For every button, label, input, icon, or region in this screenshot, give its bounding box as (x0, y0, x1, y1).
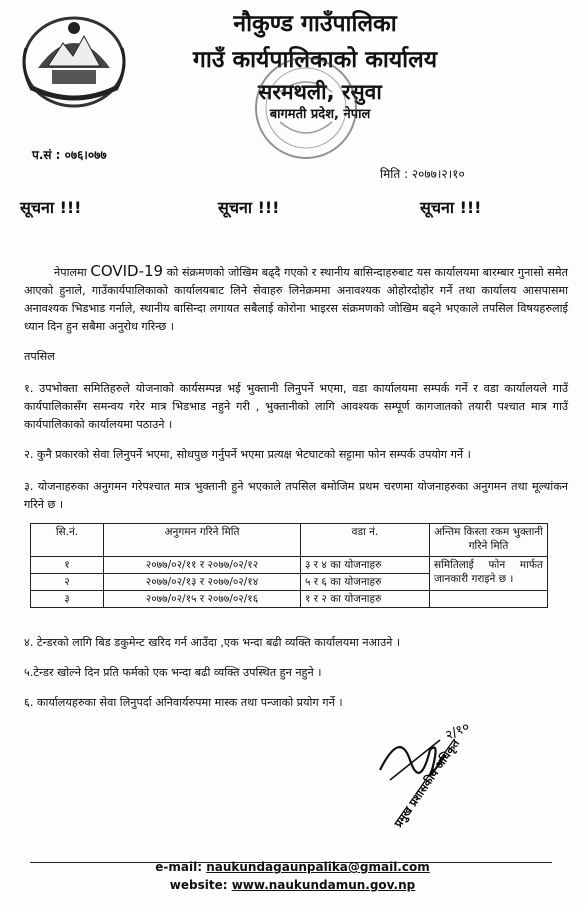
signature-date: २/१० (443, 719, 473, 744)
signatory-title: प्रमुख प्रशासकीय अधिकृत (391, 737, 463, 830)
office-location: सरमथली, रसुवा (258, 80, 382, 104)
intro-paragraph: नेपालमा COVID-19 को संक्रमणको जोखिम बढ्दै गएको र स्थानीय बासिन्दाहरुबाट यस कार्यालयमा बारम्बार गुनासो समेत आएको हुनाले, गाउँकार्यपालिकाको कार्यालयबाट लिने सेवाहरु लिनेक्रममा अनावश्यक ओहोरदोहोर गर्ने तथा कार्यालय आसपासमा अनावश्यक भिडभाड गर्नाले, स्थानीय बासिन्दा लगायत सबैलाई कोरोना भाइरस संक्रमणको जोखिम बढ्ने भएकाले तपसिल विषयहरुलाई ध्यान दिन हुन सबैमा अनुरोध गरिन्छ । (24, 262, 568, 333)
col-final-payment: अन्तिम किस्ता रकम भुक्तानी गरिने मिति (430, 524, 548, 557)
table-row (31, 557, 548, 574)
cell-date: २०७७/०२/१३ र २०७७/०२/१४ (104, 574, 301, 591)
cell-ward: ३ र ४ का योजनाहरु (301, 557, 430, 574)
footer-website: website: www.naukundamun.gov.np (169, 878, 416, 892)
issue-date: मिति : २०७७।२।१० (380, 167, 465, 181)
cell-empty (430, 591, 548, 608)
email-link[interactable]: naukundagaunpalika@gmail.com (206, 860, 430, 874)
table-header-row (31, 524, 548, 557)
col-ward: वडा नं. (301, 524, 430, 557)
point-2: २. कुनै प्रकारको सेवा लिनुपर्ने भएमा, सोधपुछ गर्नुपर्ने भएमा प्रत्यक्ष भेटघाटको सट्टामा फोन सम्पर्क उपयोग गर्ने । (24, 448, 471, 461)
point-3: ३. योजनाहरुका अनुगमन गरेपश्चात मात्र भुक्तानी हुने भएकाले तपसिल बमोजिम प्रथम चरणमा योजनाहरुका अनुगमन तथा मूल्यांकन गरिने छ । (24, 480, 568, 511)
cell-ward: १ र २ का योजनाहरु (301, 591, 430, 608)
officer-signature (370, 710, 500, 830)
province-name: बागमती प्रदेश, नेपाल (269, 107, 371, 122)
website-link[interactable]: www.naukundamun.gov.np (231, 878, 416, 892)
cell-date: २०७७/०२/१५ र २०७७/०२/१६ (104, 591, 301, 608)
notice-heading-left: सूचना !!! (20, 198, 82, 217)
office-seal-stamp (250, 52, 362, 164)
cell-date: २०७७/०२/११ र २०७७/०२/१२ (104, 557, 301, 574)
notice-heading-center: सूचना !!! (218, 198, 280, 217)
tapasil-heading: तपसिल (24, 350, 55, 363)
monitoring-schedule-table (30, 523, 548, 608)
point-1: १. उपभोक्ता समितिहरुले योजनाको कार्यसम्पन्न भई भुक्तानी लिनुपर्ने भएमा, वडा कार्यालयमा सम्पर्क गर्ने र वडा कार्यालयले गाउँ कार्यपालिकासँग समन्वय गरेर मात्र भिडभाड नहुने गरी , भुक्तानीको लागि आवश्यक सम्पूर्ण कागजातको तयारी पश्चात मात्र गाउँ कार्यपालिकाको कार्यालयमा पठाउने । (24, 382, 568, 431)
cell-serial: २ (31, 574, 104, 591)
municipality-name: नौकुण्ड गाउँपालिका (233, 11, 397, 37)
cell-ward: ५ र ६ का योजनाहरु (301, 574, 430, 591)
notice-heading-right: सूचना !!! (420, 198, 482, 217)
footer-email: e-mail: naukundagaunpalika@gmail.com (155, 860, 430, 874)
col-date: अनुगमन गरिने मिति (104, 524, 301, 557)
cell-final-payment-note: समितिलाई फोन मार्फत जानकारी गराइने छ । (430, 557, 548, 591)
table-row (31, 591, 548, 608)
point-4: ४. टेन्डरको लागि बिड डकुमेन्ट खरिद गर्न आउँदा ,एक भन्दा बढी व्यक्ति कार्यालयमा नआउने । (24, 636, 401, 649)
covid-term: COVID-19 (90, 262, 164, 280)
cell-serial: १ (31, 557, 104, 574)
office-name: गाउँ कार्यपालिकाको कार्यालय (192, 47, 438, 73)
col-serial: सि.नं. (31, 524, 104, 557)
point-5: ५.टेन्डर खोल्ने दिन प्रति फर्मको एक भन्दा बढी व्यक्ति उपस्थित हुन नहुने । (24, 666, 322, 679)
point-6: ६. कार्यालयहरुका सेवा लिनुपर्दा अनिवार्यरुपमा मास्क तथा पन्जाको प्रयोग गर्ने । (24, 696, 343, 709)
reference-number: प.सं : ०७६।०७७ (32, 148, 107, 162)
cell-serial: ३ (31, 591, 104, 608)
